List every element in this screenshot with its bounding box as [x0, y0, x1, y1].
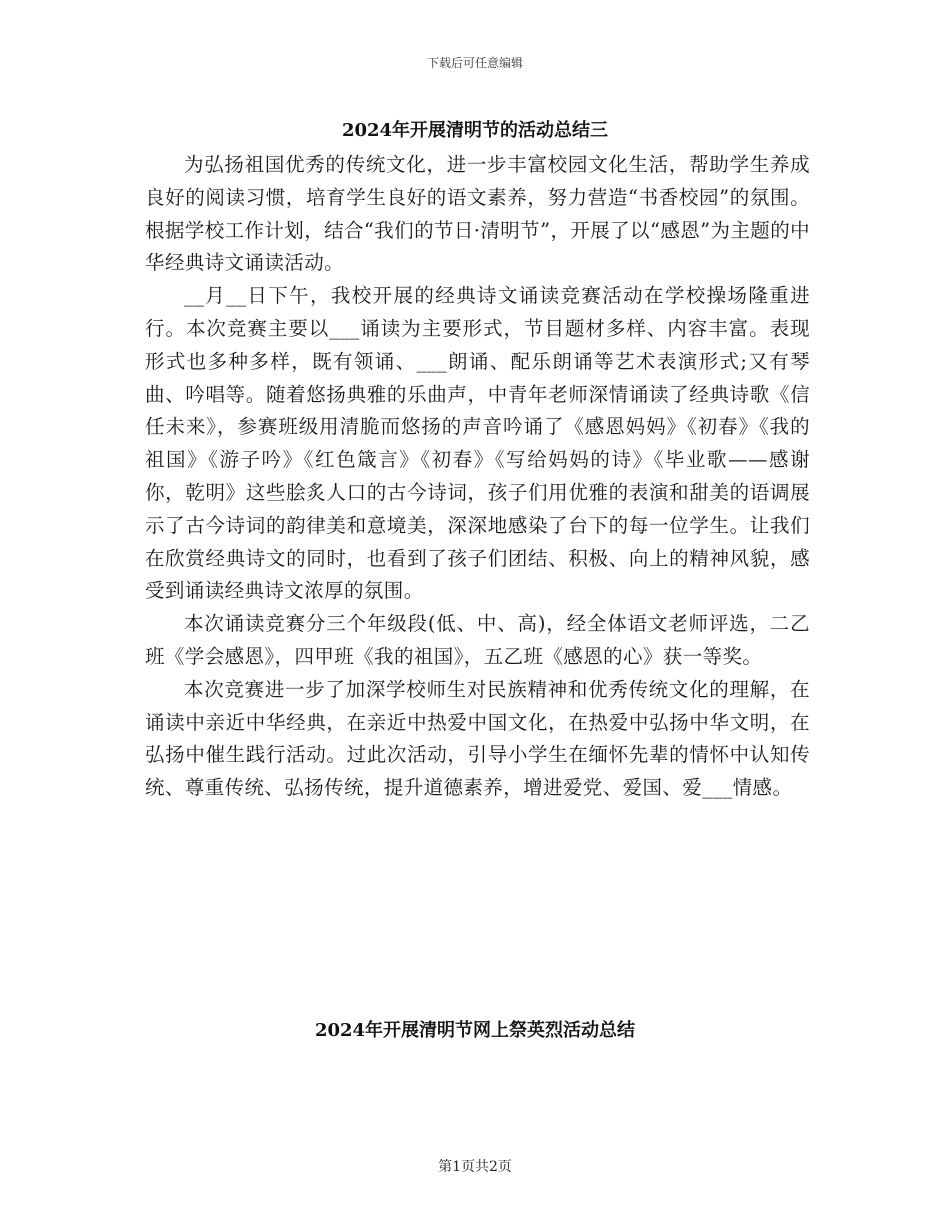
paragraph-intro: 为弘扬祖国优秀的传统文化，进一步丰富校园文化生活，帮助学生养成良好的阅读习惯，培育学生良好的语文素养，努力营造“书香校园”的氛围。根据学校工作计划，结合“我们的节日·清明节”，开展了以“感恩”为主题的中华经典诗文诵读活动。	[145, 153, 810, 275]
paragraph-awards: 本次诵读竞赛分三个年级段(低、中、高)，经全体语文老师评选，二乙班《学会感恩》，四甲班《我的祖国》，五乙班《感恩的心》获一等奖。	[145, 612, 810, 668]
document-body	[145, 149, 810, 805]
paragraph-event: __月__日下午，我校开展的经典诗文诵读竞赛活动在学校操场隆重进行。本次竞赛主要以___诵读为主要形式，节目题材多样、内容丰富。表现形式也多种多样，既有领诵、___朗诵、配乐朗诵等艺术表演形式;又有琴曲、吟唱等。随着悠扬典雅的乐曲声，中青年老师深情诵读了经典诗歌《信任未来》，参赛班级用清脆而悠扬的声音吟诵了《感恩妈妈》《初春》《我的祖国》《游子吟》《红色箴言》《初春》《写给妈妈的诗》《毕业歌——感谢你，乾明》这些脍炙人口的古今诗词，孩子们用优雅的表演和甜美的语调展示了古今诗词的韵律美和意境美，深深地感染了台下的每一位学生。让我们在欣赏经典诗文的同时，也看到了孩子们团结、积极、向上的精神风貌，感受到诵读经典诗文浓厚的氛围。	[145, 284, 810, 603]
page-number: 第1页共2页	[438, 1159, 512, 1175]
next-section-title: 2024年开展清明节网上祭英烈活动总结	[314, 1020, 636, 1041]
document-title: 2024年开展清明节的活动总结三	[341, 120, 609, 141]
paragraph-conclusion: 本次竞赛进一步了加深学校师生对民族精神和优秀传统文化的理解，在诵读中亲近中华经典，在亲近中热爱中国文化，在热爱中弘扬中华文明，在弘扬中催生践行活动。过此次活动，引导小学生在缅怀先辈的情怀中认知传统、尊重传统、弘扬传统，提升道德素养，增进爱党、爱国、爱___情感。	[145, 677, 810, 800]
download-note: 下载后可任意编辑	[426, 56, 523, 70]
